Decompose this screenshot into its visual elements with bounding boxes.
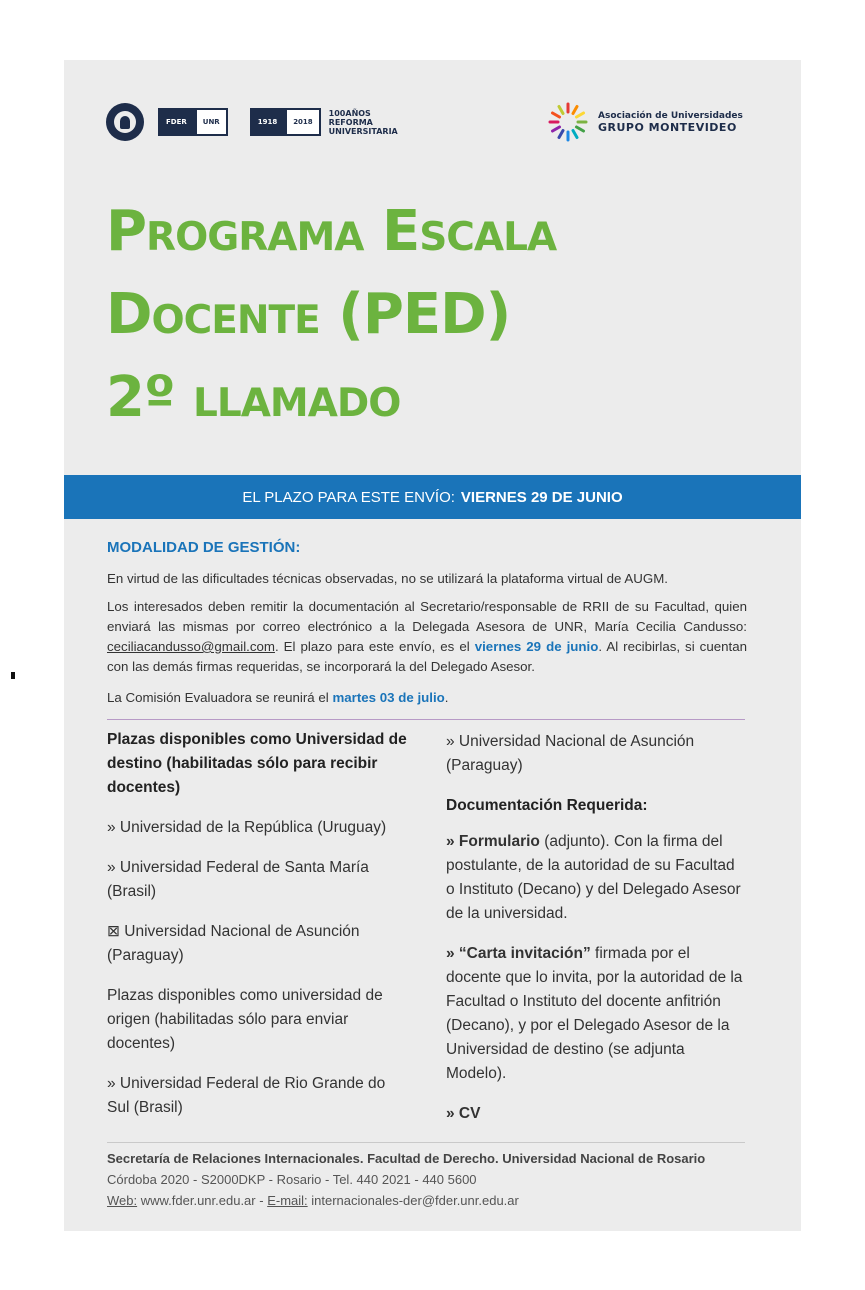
deadline-highlight: viernes 29 de junio bbox=[474, 639, 599, 654]
year-end: 2018 bbox=[285, 108, 320, 136]
modalidad-paragraph-3: La Comisión Evaluadora se reunirá el martes 03 de julio. bbox=[107, 690, 449, 705]
augm-burst-icon bbox=[546, 100, 590, 144]
modalidad-heading: MODALIDAD DE GESTIÓN: bbox=[107, 539, 301, 556]
doc-item-letter: » “Carta invitación” firmada por el docente que lo invita, por la autoridad de la Facultad o Instituto del docente anfitrión (Decano), y por el Delegado Asesor de la Universidad de destino (se adjunta Modelo). bbox=[446, 945, 743, 1082]
footer-web-link[interactable]: www.fder.unr.edu.ar - bbox=[137, 1193, 268, 1208]
title-line-1: Programa Escala bbox=[106, 199, 557, 264]
left-column bbox=[107, 728, 407, 1136]
page-title bbox=[106, 190, 786, 439]
deadline-label: EL PLAZO PARA ESTE ENVÍO: bbox=[242, 488, 455, 506]
list-item: » Universidad de la República (Uruguay) bbox=[107, 819, 387, 836]
fder-label: FDER bbox=[158, 108, 195, 136]
footer-institution: Secretaría de Relaciones Internacionales. Facultad de Derecho. Universidad Nacional de Rosario bbox=[107, 1151, 706, 1166]
poster bbox=[64, 60, 801, 1231]
modalidad-paragraph-1: En virtud de las dificultades técnicas observadas, no se utilizará la plataforma virtual de AUGM. bbox=[107, 571, 668, 586]
reforma-text: 100AÑOS REFORMA UNIVERSITARIA bbox=[328, 108, 398, 136]
right-column bbox=[446, 730, 746, 1142]
doc-item-form: » Formulario (adjunto). Con la firma del postulante, de la autoridad de su Facultad o Instituto (Decano) y del Delegado Asesor de la universidad. bbox=[446, 833, 741, 922]
list-item: ⊠ Universidad Nacional de Asunción (Paraguay) bbox=[107, 923, 360, 964]
section-divider bbox=[107, 719, 745, 720]
header-logos-left bbox=[106, 102, 398, 142]
list-item: » Universidad Federal de Santa María (Brasil) bbox=[107, 859, 369, 900]
doc-item-cv: » CV bbox=[446, 1105, 481, 1122]
unr-seal-logo bbox=[106, 103, 144, 141]
documentation-heading: Documentación Requerida: bbox=[446, 797, 648, 814]
centenary-logo bbox=[250, 108, 321, 136]
title-line-3: 2º llamado bbox=[106, 365, 401, 430]
year-start: 1918 bbox=[250, 108, 285, 136]
deadline-date: VIERNES 29 DE JUNIO bbox=[460, 488, 623, 506]
footer-email-link[interactable]: internacionales-der@fder.unr.edu.ar bbox=[307, 1193, 519, 1208]
footer-divider bbox=[107, 1142, 745, 1143]
destination-heading: Plazas disponibles como Universidad de destino (habilitadas sólo para recibir docentes) bbox=[107, 731, 407, 796]
list-item: » Universidad Nacional de Asunción (Paraguay) bbox=[446, 733, 695, 774]
deadline-banner bbox=[64, 475, 801, 519]
meeting-date-highlight: martes 03 de julio bbox=[332, 690, 445, 705]
list-item: » Universidad Federal de Rio Grande do Sul (Brasil) bbox=[107, 1075, 386, 1116]
stray-mark bbox=[11, 672, 15, 679]
unr-label: UNR bbox=[195, 108, 228, 136]
footer-address: Córdoba 2020 - S2000DKP - Rosario - Tel. 440 2021 - 440 5600 bbox=[107, 1172, 477, 1187]
origin-heading: Plazas disponibles como universidad de origen (habilitadas sólo para enviar docentes) bbox=[107, 987, 383, 1052]
augm-group: GRUPO MONTEVIDEO bbox=[598, 120, 737, 134]
fder-unr-logo bbox=[158, 108, 228, 136]
footer-contact: Web: www.fder.unr.edu.ar - E-mail: internacionales-der@fder.unr.edu.ar bbox=[107, 1193, 519, 1208]
augm-logo bbox=[546, 100, 743, 144]
footer bbox=[107, 1148, 767, 1211]
title-line-2: Docente (PED) bbox=[106, 282, 511, 347]
modalidad-paragraph-2: Los interesados deben remitir la documentación al Secretario/responsable de RRII de su Facultad, quien enviará las mismas por correo electrónico a la Delegada Asesora de UNR, María Cecilia Candusso: ceciliacandusso@gmail.com. El plazo para este envío, es el viernes 29 de junio. Al recibirlas, si cuentan con las demás firmas requeridas, se incorporará la del Delegado Asesor. bbox=[107, 599, 747, 674]
augm-name: Asociación de Universidades bbox=[598, 110, 743, 121]
contact-email-link[interactable]: ceciliacandusso@gmail.com bbox=[107, 639, 275, 654]
